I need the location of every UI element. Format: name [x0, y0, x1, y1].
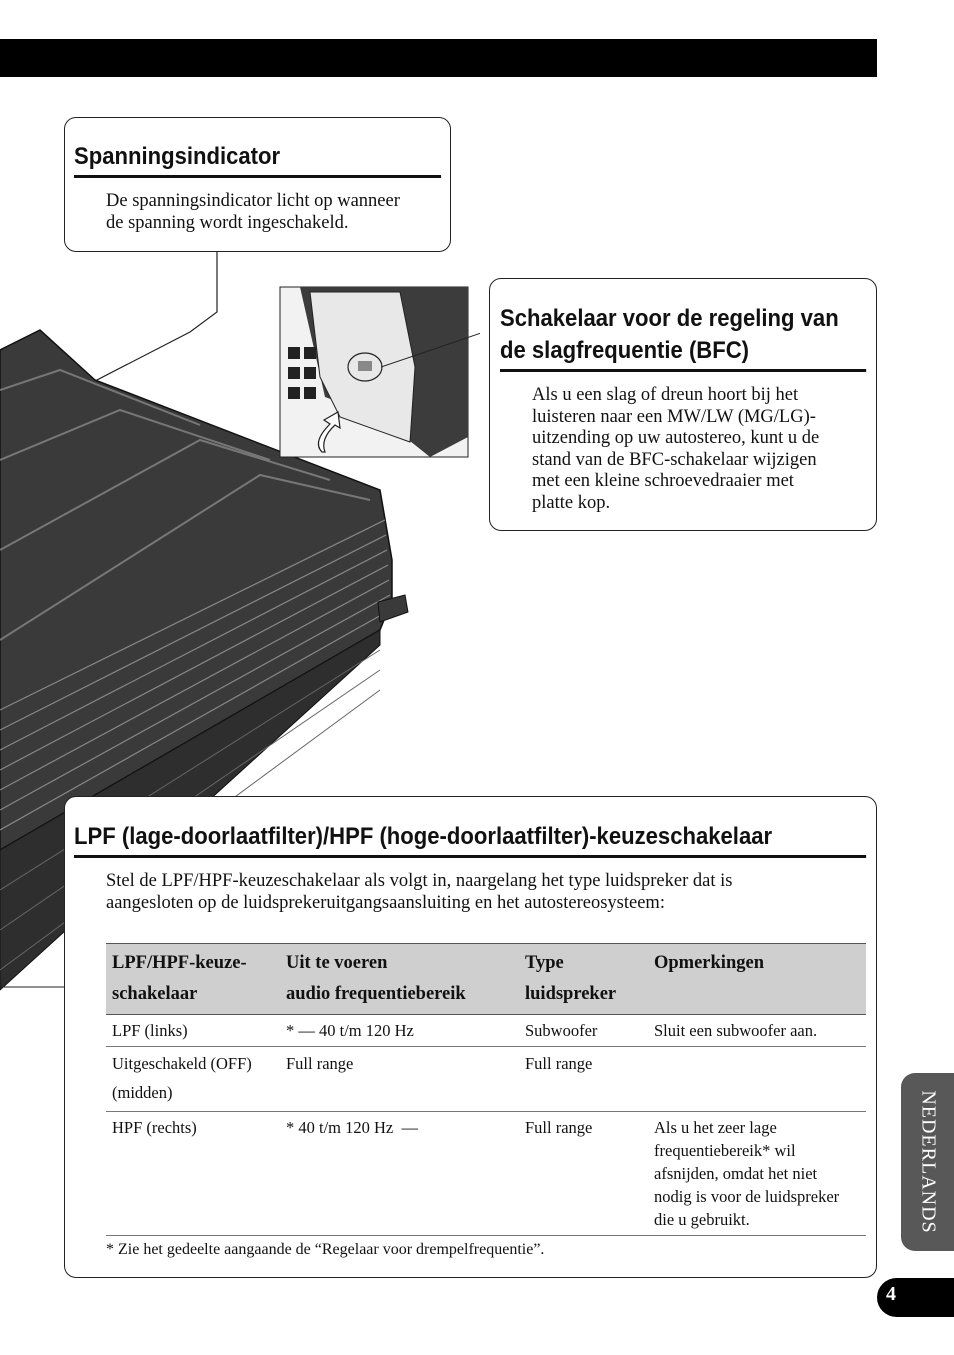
cell-text: Sluit een subwoofer aan. [654, 1021, 818, 1040]
bfc-text: platte kop. [532, 492, 611, 513]
bfc-text: Als u een slag of dreun hoort bij het [532, 385, 799, 405]
table-row [106, 1112, 866, 1236]
header-text: LPF/HPF-keuze- [112, 953, 247, 973]
table-header-row [106, 944, 866, 1015]
cell-text: die u gebruikt. [654, 1210, 750, 1229]
cell-text: nodig is voor de luidspreker [654, 1187, 840, 1206]
cell-text: LPF (links) [112, 1021, 188, 1040]
spanningsindicator-heading-wrap [74, 141, 441, 178]
table-cell [106, 1112, 280, 1236]
header-text: Uit te voeren [286, 953, 388, 973]
header-text: audio frequentiebereik [286, 984, 466, 1004]
bfc-text: uitzending op uw autostereo, kunt u de [532, 428, 820, 448]
lpfhpf-intro-text: Stel de LPF/HPF-keuzeschakelaar als volgt in, naargelang het type luidspreker dat is [106, 871, 733, 891]
lpfhpf-title: LPF (lage-doorlaatfilter)/HPF (hoge-doorlaatfilter)-keuzeschakelaar [74, 821, 866, 858]
bfc-text: stand van de BFC-schakelaar wijzigen [532, 449, 817, 470]
language-tab [901, 1073, 954, 1251]
bfc-heading-wrap [500, 303, 866, 372]
bfc-body [532, 385, 872, 514]
table-cell [106, 1047, 280, 1112]
bfc-text: met een kleine schroevedraaier met [532, 471, 794, 491]
header-text: schakelaar [112, 984, 198, 1004]
page-number: 4 [886, 1283, 896, 1305]
cell-text: Uitgeschakeld (OFF) [112, 1054, 252, 1073]
lpfhpf-table-wrap [106, 943, 866, 1236]
spanningsindicator-title: Spanningsindicator [74, 141, 441, 178]
table-cell: Subwoofer [519, 1015, 648, 1047]
cell-text: HPF (rechts) [112, 1118, 197, 1137]
table-cell [648, 1047, 866, 1112]
spanningsindicator-text: De spanningsindicator licht op wanneer [106, 191, 400, 211]
lpfhpf-intro-text: aangesloten op de luidsprekeruitgangsaansluiting en het autostereosysteem: [106, 892, 665, 913]
table-cell [106, 1015, 280, 1047]
footnote: * Zie het gedeelte aangaande de “Regelaar voor drempelfrequentie”. [106, 1241, 545, 1258]
cell-text: frequentiebereik* wil [654, 1141, 796, 1160]
table-row [106, 1047, 866, 1112]
bfc-title [500, 303, 866, 372]
table-row [106, 1015, 866, 1047]
bfc-title-line: de slagfrequentie (BFC) [500, 337, 750, 364]
bfc-text: luisteren naar een MW/LW (MG/LG)- [532, 406, 816, 427]
table-cell: * 40 t/m 120 Hz — [280, 1112, 519, 1236]
header-text: luidspreker [525, 984, 617, 1004]
table-cell: * — 40 t/m 120 Hz [280, 1015, 519, 1047]
table-cell: Full range [280, 1047, 519, 1112]
cell-text: afsnijden, omdat het niet [654, 1164, 818, 1183]
table-header-cell [519, 944, 648, 1015]
spanningsindicator-body [106, 191, 446, 234]
table-cell [648, 1112, 866, 1236]
header-text: Opmerkingen [654, 953, 764, 973]
header-bar [0, 39, 877, 77]
language-tab-label: NEDERLANDS [917, 1090, 939, 1234]
cell-text: Als u het zeer lage [654, 1118, 777, 1137]
lpfhpf-intro [106, 871, 866, 914]
header-text: Type [525, 953, 564, 973]
table-header-cell [648, 944, 866, 1015]
lpfhpf-table [106, 943, 866, 1236]
lpfhpf-heading-wrap [74, 821, 866, 858]
page-number-tab [877, 1278, 954, 1317]
table-cell: Full range [519, 1047, 648, 1112]
table-header-cell [106, 944, 280, 1015]
spanningsindicator-text: de spanning wordt ingeschakeld. [106, 212, 349, 233]
bfc-title-line: Schakelaar voor de regeling van [500, 305, 839, 332]
table-cell: Full range [519, 1112, 648, 1236]
table-cell [648, 1015, 866, 1047]
table-header-cell [280, 944, 519, 1015]
cell-text: (midden) [112, 1083, 173, 1102]
